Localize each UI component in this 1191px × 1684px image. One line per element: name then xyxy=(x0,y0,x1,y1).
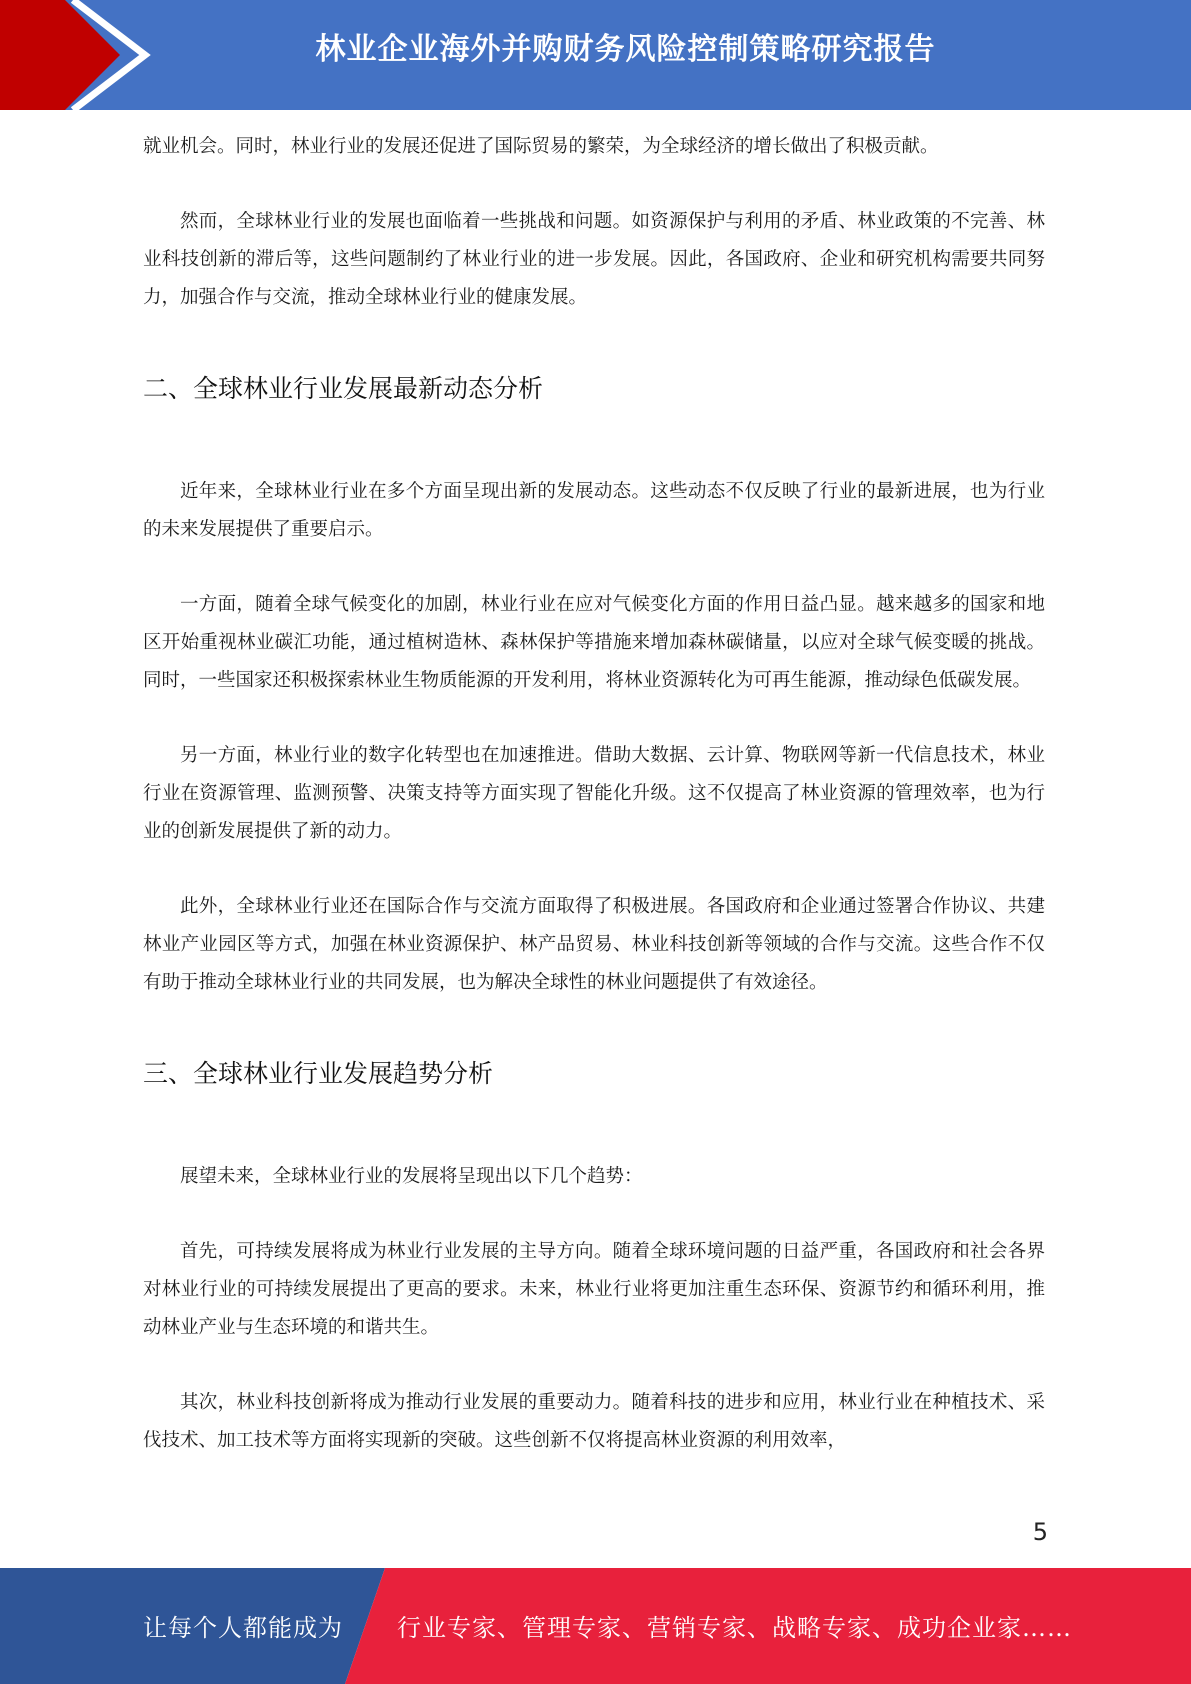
section-heading: 三、全球林业行业发展趋势分析 xyxy=(143,1059,494,1088)
paragraph: 就业机会。同时，林业行业的发展还促进了国际贸易的繁荣，为全球经济的增长做出了积极贡献。 xyxy=(143,136,939,157)
paragraph: 其次，林业科技创新将成为推动行业发展的重要动力。随着科技的进步和应用，林业行业在种植技术、采伐技术、加工技术等方面将实现新的突破。这些创新不仅将提高林业资源的利用效率， xyxy=(143,1392,1045,1451)
footer-roles: 行业专家、管理专家、营销专家、战略专家、成功企业家…… xyxy=(397,1614,1072,1642)
page-number: 5 xyxy=(1032,1518,1048,1546)
page-footer xyxy=(0,1568,1191,1684)
paragraph: 另一方面，林业行业的数字化转型也在加速推进。借助大数据、云计算、物联网等新一代信息技术，林业行业在资源管理、监测预警、决策支持等方面实现了智能化升级。这不仅提高了林业资源的管理效率，也为行业的创新发展提供了新的动力。 xyxy=(143,745,1045,842)
paragraph: 展望未来，全球林业行业的发展将呈现出以下几个趋势： xyxy=(180,1166,643,1187)
paragraph: 首先，可持续发展将成为林业行业发展的主导方向。随着全球环境问题的日益严重，各国政府和社会各界对林业行业的可持续发展提出了更高的要求。未来，林业行业将更加注重生态环保、资源节约和循环利用，推动林业产业与生态环境的和谐共生。 xyxy=(143,1241,1045,1338)
paragraph: 此外，全球林业行业还在国际合作与交流方面取得了积极进展。各国政府和企业通过签署合作协议、共建林业产业园区等方式，加强在林业资源保护、林产品贸易、林业科技创新等领域的合作与交流。这些合作不仅有助于推动全球林业行业的共同发展，也为解决全球性的林业问题提供了有效途径。 xyxy=(143,896,1045,993)
footer-slogan: 让每个人都能成为 xyxy=(143,1614,343,1642)
section-heading: 二、全球林业行业发展最新动态分析 xyxy=(143,374,544,403)
page-header xyxy=(0,0,1191,110)
report-title: 林业企业海外并购财务风险控制策略研究报告 xyxy=(315,32,936,67)
page-content xyxy=(143,128,1045,1497)
paragraph: 然而，全球林业行业的发展也面临着一些挑战和问题。如资源保护与利用的矛盾、林业政策的不完善、林业科技创新的滞后等，这些问题制约了林业行业的进一步发展。因此，各国政府、企业和研究机构需要共同努力，加强合作与交流，推动全球林业行业的健康发展。 xyxy=(143,211,1045,308)
paragraph: 近年来，全球林业行业在多个方面呈现出新的发展动态。这些动态不仅反映了行业的最新进展，也为行业的未来发展提供了重要启示。 xyxy=(143,481,1045,540)
paragraph: 一方面，随着全球气候变化的加剧，林业行业在应对气候变化方面的作用日益凸显。越来越多的国家和地区开始重视林业碳汇功能，通过植树造林、森林保护等措施来增加森林碳储量，以应对全球气候变暖的挑战。同时，一些国家还积极探索林业生物质能源的开发利用，将林业资源转化为可再生能源，推动绿色低碳发展。 xyxy=(143,594,1045,691)
